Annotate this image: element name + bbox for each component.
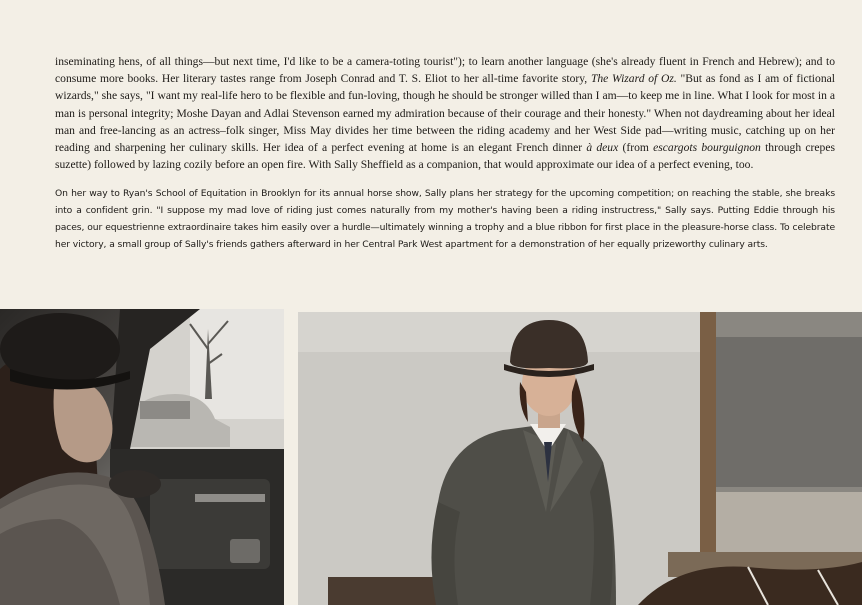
italic-phrase: à deux xyxy=(586,141,619,155)
italic-phrase: escargots bourguignon xyxy=(653,141,761,155)
book-title: The Wizard of Oz. xyxy=(590,72,677,86)
paragraph-text: "But as fond as I am of fictional wizards," she says, "I want my real-life hero to be flexible and fun-loving, though he should be stronger willed than I am—to keep me in line. What I look for most in a man is personal integrity; Moshe Dayan and Adlai Stevenson earned my admiration because of their courage and their honesty." When not daydreaming about her ideal man and free-lancing as an actress–folk singer, Miss May divides her time between the riding academy and her West Side pad—writing music, catching up on her reading and sharpening her culinary skills. Her idea of a perfect evening at home is an elegant French dinner xyxy=(55,72,835,155)
paragraph-text: inseminating hens, of all things—but next time, I'd like to be a camera-toting tourist"); to learn another language (she's already fluent in French and Hebrew); and to consume more books. Her literary tastes range from Joseph Conrad and T. S. Eliot to her all-time favorite story, xyxy=(55,55,835,86)
article-paragraph xyxy=(55,53,835,173)
photo-rider-portrait xyxy=(298,312,862,605)
photo-car-interior-illustration xyxy=(0,309,284,605)
paragraph-text: (from xyxy=(618,141,654,155)
photo-car-interior xyxy=(0,309,284,605)
photo-rider-portrait-illustration xyxy=(298,312,862,605)
article-text-block xyxy=(55,53,835,253)
paragraph-text: through crepes suzette) followed by lazing cozily before an open fire. With Sally Sheffield as a companion, that would approximate our idea of a perfect evening, too. xyxy=(55,141,835,172)
photo-caption: On her way to Ryan's School of Equitation in Brooklyn for its annual horse show, Sally plans her strategy for the upcoming competition; on reaching the stable, she breaks into a confident grin. "I suppose my mad love of riding just comes naturally from my mother's having been a riding instructress," Sally says. Putting Eddie through his paces, our equestrienne extraordinaire takes him easily over a hurdle—ultimately winning a trophy and a blue ribbon for first place in the pleasure-horse class. To celebrate her victory, a small group of Sally's friends gathers afterward in her Central Park West apartment for a demonstration of her equally prizeworthy culinary arts. xyxy=(55,188,835,251)
